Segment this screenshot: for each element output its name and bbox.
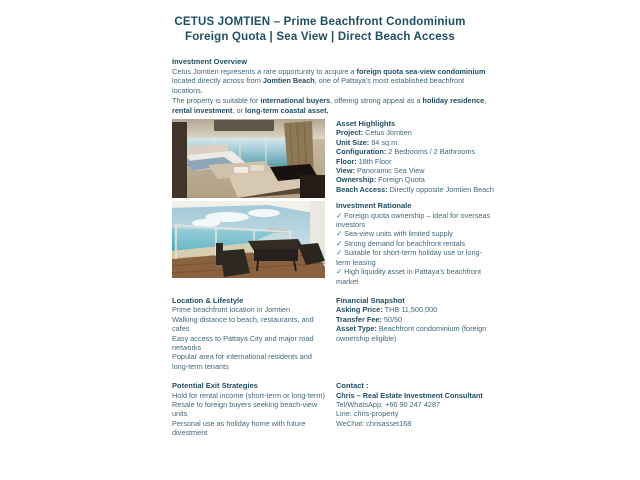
check-icon: ✓ [336, 267, 343, 277]
asset-item-label: Unit Size: [336, 137, 370, 147]
asset-item [336, 138, 495, 147]
overview-paragraph-2: The property is suitable for international buyers, offering strong appeal as a holiday residence, rental investment, or long-term coastal asset. [172, 95, 487, 115]
wardrobe [172, 122, 187, 198]
asset-highlights-heading: Asset Highlights [336, 119, 396, 128]
check-icon: ✓ [336, 238, 343, 248]
page-subtitle: Foreign Quota | Sea View | Direct Beach Access [184, 30, 455, 43]
section-investment-overview [172, 57, 493, 115]
section-financial-snapshot [336, 296, 495, 371]
section-contact [336, 381, 495, 437]
right-column-top [336, 119, 495, 286]
financial-heading: Financial Snapshot [336, 295, 405, 305]
asset-item-label: Project: [336, 128, 364, 138]
contact-line: Line: chris-property [336, 409, 399, 419]
page-header [0, 15, 640, 44]
financial-item-value: THB 11,500,000 [384, 305, 438, 315]
financial-item [336, 305, 495, 314]
exit-heading: Potential Exit Strategies [172, 381, 258, 391]
asset-item [336, 128, 495, 137]
content-columns [172, 119, 497, 438]
contact-heading: Contact : [336, 381, 369, 391]
asset-item-value: Cetus Jomtien [365, 128, 412, 138]
interior-photo [172, 119, 325, 198]
contact-wechat: WeChat: chrisasset168 [336, 418, 412, 428]
cushion [234, 167, 248, 173]
asset-item-label: View: [336, 166, 355, 176]
contact-name: Chris – Real Estate Investment Consultant [336, 390, 483, 400]
financial-item [336, 324, 495, 343]
media-cabinet [300, 175, 325, 198]
asset-item-value: Foreign Quota [378, 175, 425, 185]
check-icon: ✓ [336, 210, 343, 220]
overview-heading: Investment Overview [172, 57, 248, 66]
financial-item-label: Asset Type: [336, 324, 377, 334]
asset-item [336, 175, 495, 184]
rationale-item: ✓ Strong demand for beachfront rentals [336, 238, 466, 248]
rationale-item: ✓ Foreign quota ownership – ideal for overseas investors [336, 210, 491, 230]
check-icon: ✓ [336, 229, 343, 239]
asset-item-label: Floor: [336, 156, 357, 166]
page-title: CETUS JOMTIEN – Prime Beachfront Condominium [174, 16, 466, 28]
location-item: Walking distance to beach, restaurants, and cafes [172, 314, 314, 334]
section-asset-highlights [336, 119, 495, 194]
ceiling-recess [214, 120, 274, 131]
photo-column [172, 119, 325, 286]
exit-item: Hold for rental income (short-term or long-term) [172, 390, 325, 400]
asset-item-value: 84 sq.m. [371, 137, 400, 147]
location-item: Prime beachfront location in Jomtien [172, 305, 291, 315]
contact-tel: Tel/WhatsApp: +66 90 247 4287 [336, 399, 441, 409]
financial-item [336, 315, 495, 324]
rationale-item: ✓ Sea-view units with limited supply [336, 229, 453, 239]
check-icon: ✓ [336, 248, 343, 258]
asset-item [336, 157, 495, 166]
asset-item [336, 185, 495, 194]
financial-item-label: Transfer Fee: [336, 314, 382, 324]
asset-item-label: Beach Access: [336, 184, 388, 194]
rationale-item: ✓ High liquidity asset in Pattaya's beachfront market [336, 267, 481, 286]
exit-item: Personal use as holiday home with future divestment [172, 418, 306, 438]
cushion [250, 165, 264, 171]
asset-item [336, 166, 495, 175]
section-exit-strategies [172, 381, 325, 437]
location-item: Popular area for international residents and long-term tenants [172, 352, 312, 371]
asset-item-value: Panoramic Sea View [356, 166, 425, 176]
exit-item: Resale to foreign buyers seeking beach-view units [172, 399, 318, 419]
rationale-item: ✓ Suitable for short-term holiday use or long-term leasing [336, 248, 483, 267]
asset-item-value: 18th Floor [358, 156, 392, 166]
financial-item-value: 50/50 [383, 314, 403, 324]
overview-paragraph-1: Cetus Jomtien represents a rare opportunity to acquire a foreign quota sea-view condominium located directly across from Jomtien Beach, one of Pattaya's most established beachfront locations. [172, 66, 486, 96]
location-item: Easy access to Pattaya City and major road networks [172, 333, 314, 352]
section-investment-rationale [336, 201, 495, 286]
balcony-photo [172, 201, 325, 278]
asset-item [336, 147, 495, 156]
financial-item-label: Asking Price: [336, 305, 383, 315]
section-location-lifestyle [172, 296, 325, 371]
financial-item-value: Beachfront condominium (foreign ownership eligible) [336, 324, 487, 343]
asset-item-label: Ownership: [336, 175, 377, 185]
location-heading: Location & Lifestyle [172, 295, 244, 305]
asset-item-label: Configuration: [336, 147, 387, 157]
asset-item-value: Directly opposite Jomtien Beach [389, 184, 494, 194]
asset-item-value: 2 Bedrooms / 2 Bathrooms [388, 147, 476, 157]
rationale-heading: Investment Rationale [336, 201, 412, 211]
